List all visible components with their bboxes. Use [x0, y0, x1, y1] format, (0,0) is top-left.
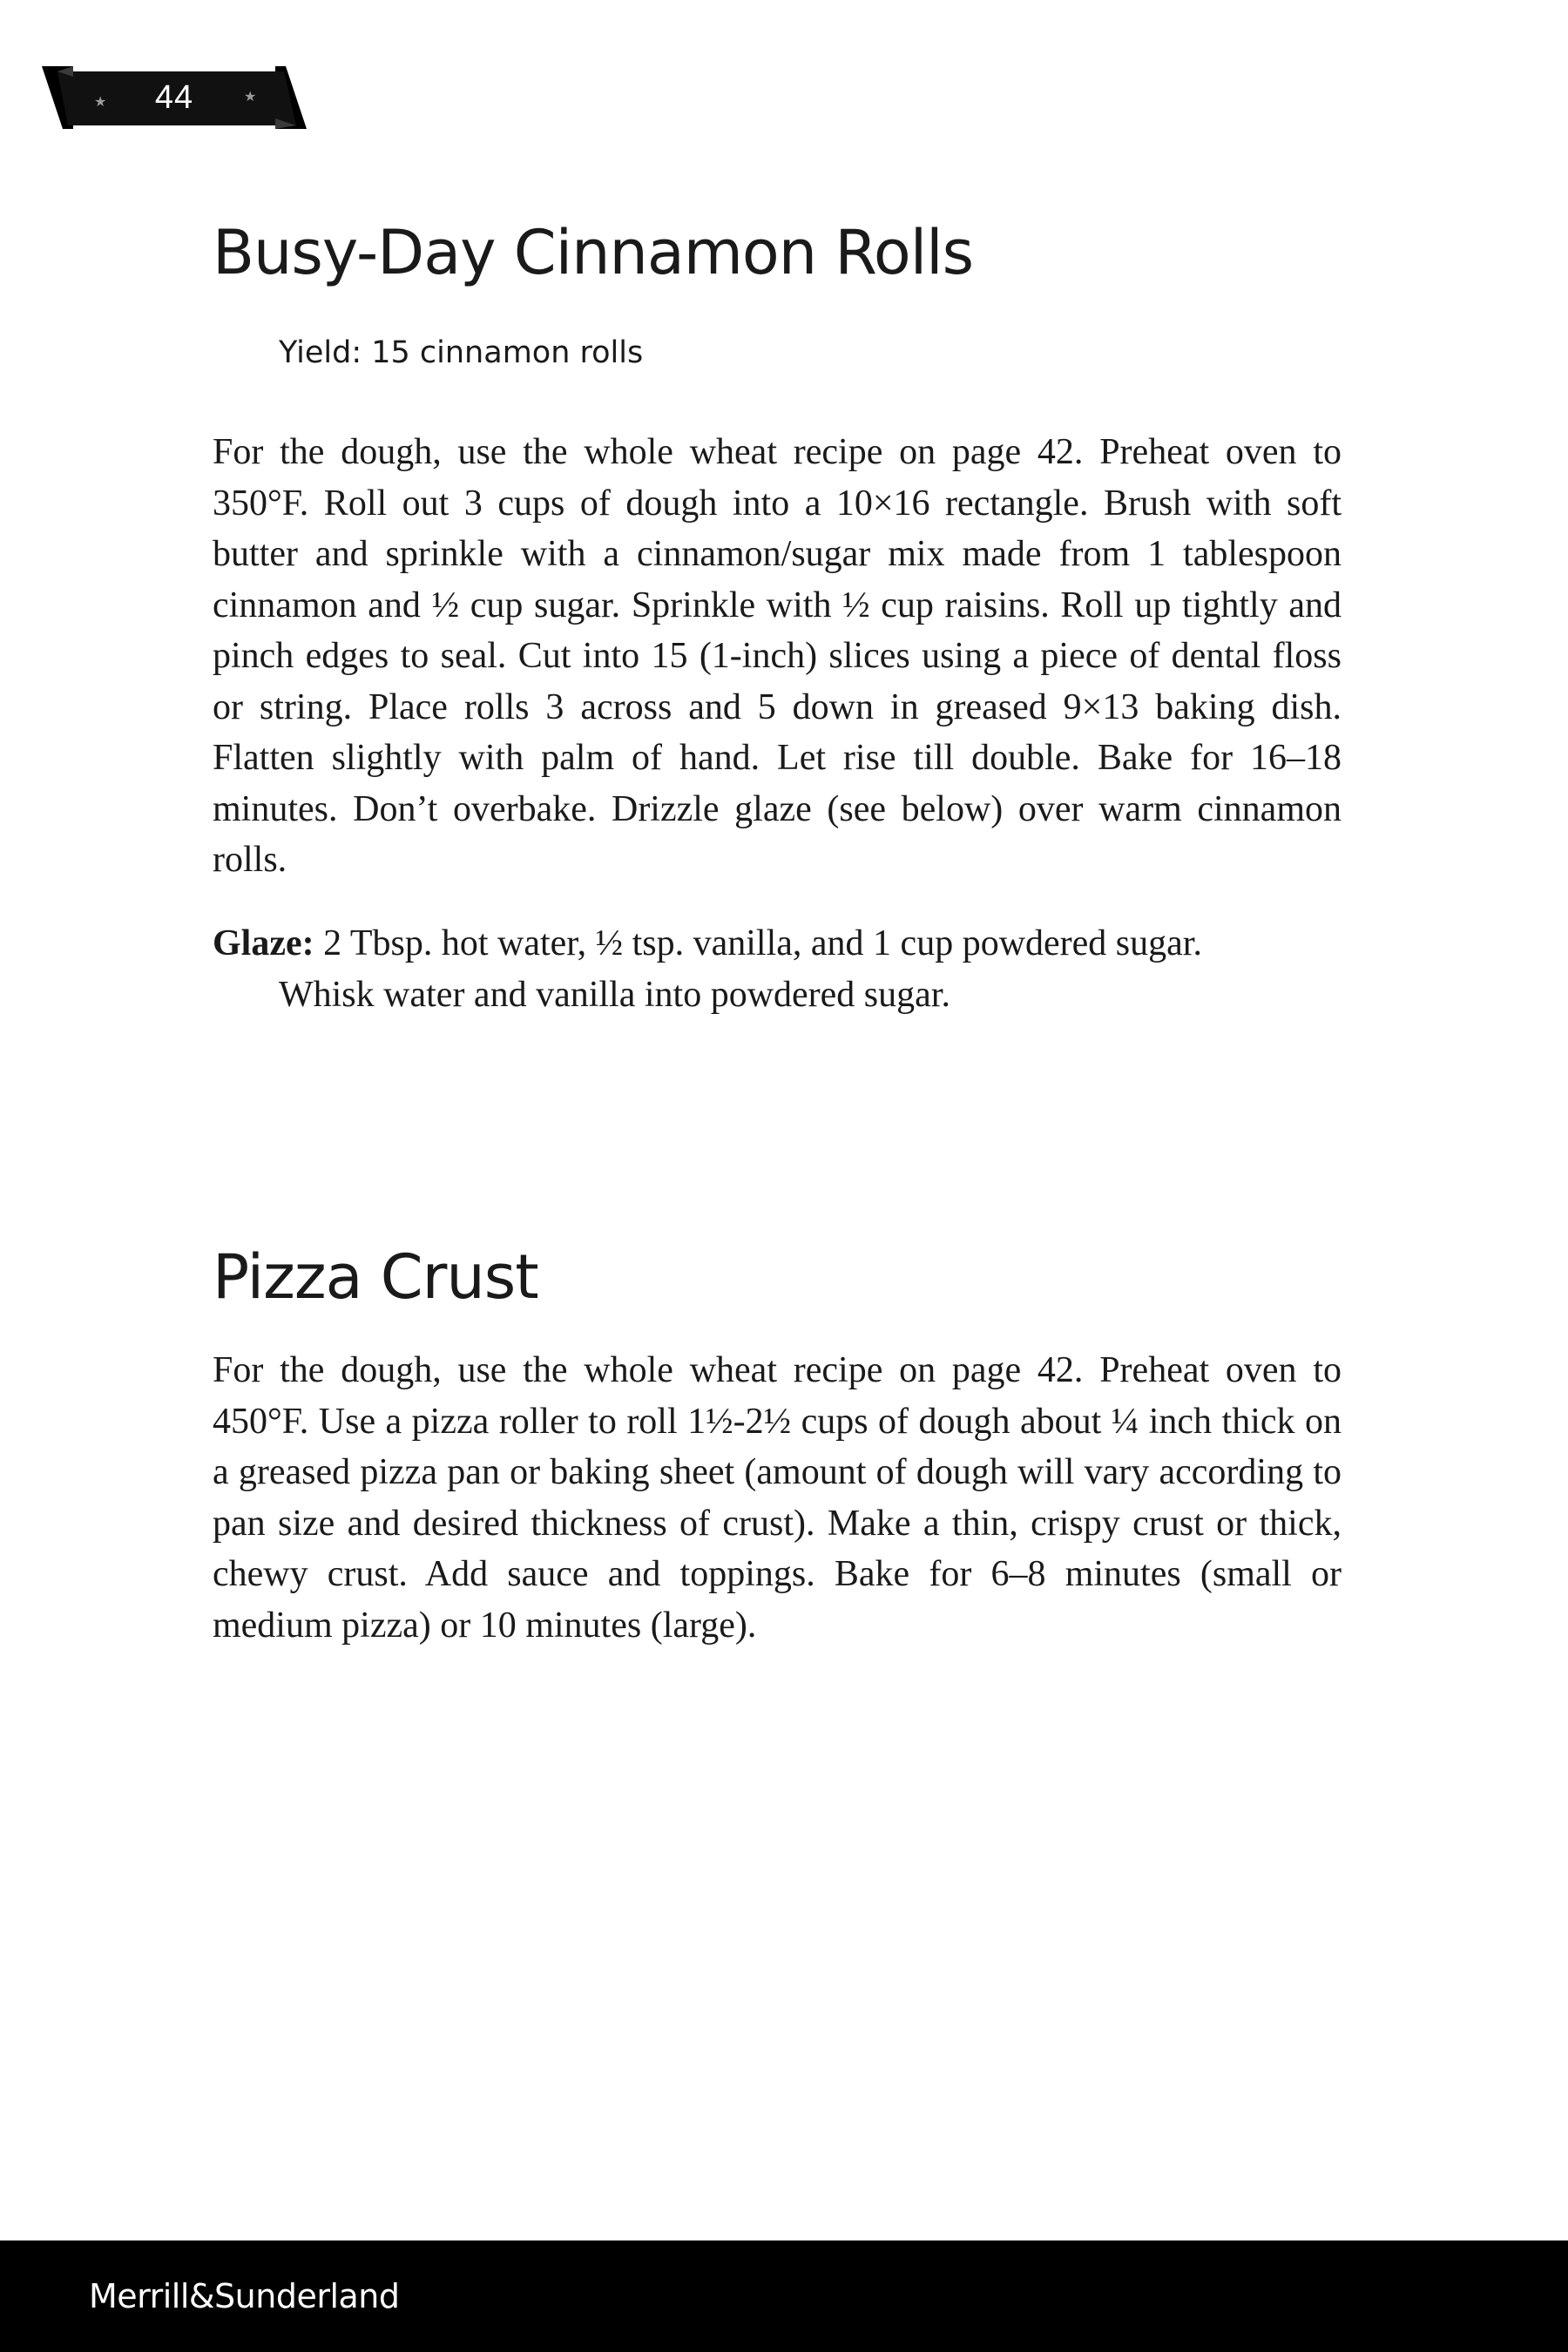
footer-bar	[0, 2240, 1568, 2352]
page-number: 44	[154, 79, 194, 116]
glaze-method: Whisk water and vanilla into powdered sugar.	[279, 974, 950, 1015]
recipe-yield: Yield: 15 cinnamon rolls	[279, 335, 644, 370]
recipe-title-cinnamon-rolls: Busy-Day Cinnamon Rolls	[213, 217, 974, 288]
publisher-name: Merrill&Sunderland	[89, 2277, 400, 2315]
star-left-icon: ★	[94, 93, 107, 110]
recipe-title-pizza-crust: Pizza Crust	[213, 1241, 538, 1313]
page-number-banner	[42, 64, 307, 131]
star-right-icon: ★	[244, 88, 257, 105]
recipe-instructions-cinnamon-rolls: For the dough, use the whole wheat recipe on page 42. Preheat oven to 350°F. Roll out 3 cups of dough into a 10×16 rectangle. Brush with soft butter and sprinkle with a cinnamon/sugar mix made from 1 tablespoon cinnamon and ½ cup sugar. Sprinkle with ½ cup raisins. Roll up tightly and pinch edges to seal. Cut into 15 (1-inch) slices using a piece of dental floss or string. Place rolls 3 across and 5 down in greased 9×13 baking dish. Flatten slightly with palm of hand. Let rise till double. Bake for 16–18 minutes. Don’t overbake. Drizzle glaze (see below) over warm cinnamon rolls.	[213, 432, 1342, 880]
glaze-instructions	[213, 918, 1342, 1020]
recipe-instructions-pizza-crust: For the dough, use the whole wheat recipe on page 42. Preheat oven to 450°F. Use a pizza roller to roll 1½-2½ cups of dough about ¼ inch thick on a greased pizza pan or baking sheet (amount of dough will vary according to pan size and desired thickness of crust). Make a thin, crispy crust or thick, chewy crust. Add sauce and toppings. Bake for 6–8 minutes (small or medium pizza) or 10 minutes (large).	[213, 1350, 1342, 1646]
glaze-label: Glaze:	[213, 923, 314, 963]
glaze-ingredients: 2 Tbsp. hot water, ½ tsp. vanilla, and 1 cup powdered sugar.	[314, 923, 1202, 963]
